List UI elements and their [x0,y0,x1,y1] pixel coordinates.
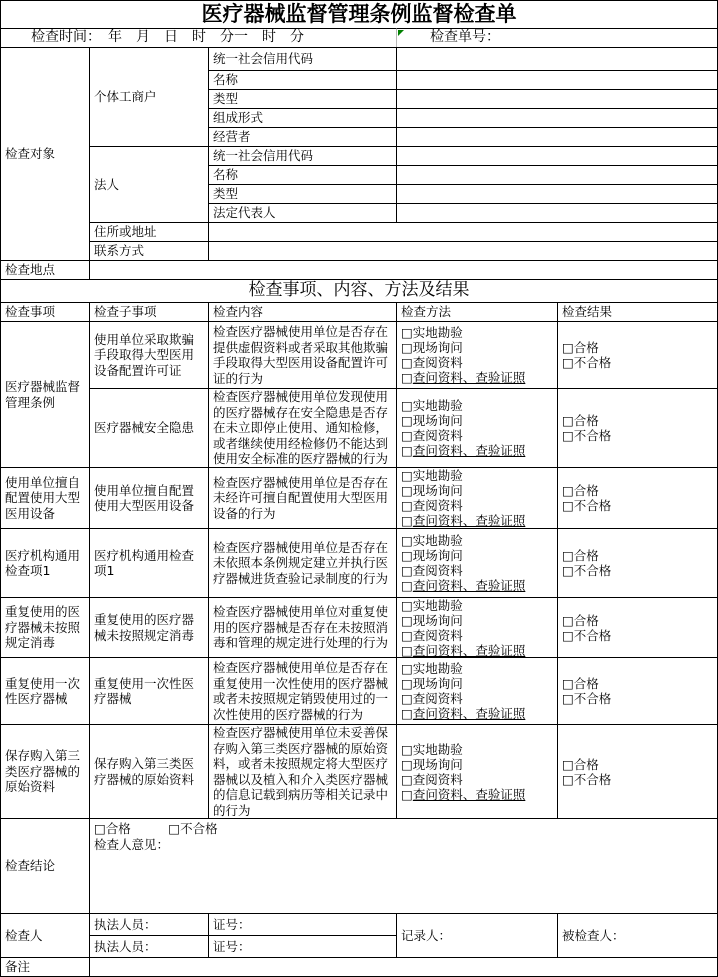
row-method-cell [396,597,558,658]
col-header-result: 检查结果 [557,302,718,322]
page-title: 医疗器械监督管理条例监督检查单 [0,0,718,29]
checkbox-method-interview[interactable]: □现场询问 [401,612,463,628]
checkbox-method-survey[interactable]: □实地勘验 [401,398,463,413]
row-subitem: 保存购入第三类医疗器械的原始资料 [89,724,209,819]
col-header-method: 检查方法 [396,302,558,322]
checkbox-method-interview[interactable]: □现场询问 [401,483,463,498]
checkbox-result-fail[interactable]: □不合格 [562,627,612,643]
checkbox-result-fail[interactable]: □不合格 [562,355,612,370]
field-label-composition: 组成形式 [208,108,397,128]
checkbox-result-pass[interactable]: □合格 [562,340,599,355]
field-label-operator: 经营者 [208,127,397,147]
row-item: 保存购入第三类医疗器械的原始资料 [0,724,90,819]
checkbox-method-survey[interactable]: □实地勘验 [401,661,463,676]
checkbox-method-survey[interactable]: □实地勘验 [401,325,463,340]
remark-value[interactable] [89,957,718,977]
row-method-cell [396,388,558,468]
checkbox-method-review[interactable]: □查阅资料 [401,355,463,370]
field-value-type[interactable] [396,89,718,109]
subject-group-legal: 法人 [89,146,209,223]
row-subitem: 医疗机构通用检查项1 [89,528,209,598]
remark-label: 备注 [0,957,90,977]
checkbox-method-verify[interactable]: □查问资料、查验证照 [401,370,526,385]
row-result-cell [557,528,718,598]
location-label: 检查地点 [0,260,90,280]
row-content: 检查医疗器械使用单位是否存在重复使用一次性使用的医疗器械或者未按照规定销毁使用过的一次性使用的医疗器械的行为 [208,657,397,725]
field-label-name: 名称 [208,70,397,90]
checkbox-method-verify[interactable]: □查问资料、查验证照 [401,578,526,593]
row-content: 检查医疗器械使用单位是否存在未依照本条例规定建立并执行医疗器械进货查验记录制度的行为 [208,528,397,598]
checkbox-method-verify[interactable]: □查问资料、查验证照 [401,786,526,802]
officer-2-cell[interactable]: 执法人员： [89,935,209,958]
row-method-cell [396,528,558,598]
checkbox-result-pass[interactable]: □合格 [562,548,599,563]
field-label-legal-name: 名称 [208,165,397,185]
officer-1-cell[interactable]: 执法人员： [89,913,209,936]
field-value-name[interactable] [396,70,718,90]
row-subitem: 医疗器械安全隐患 [89,388,209,468]
checkbox-method-interview[interactable]: □现场询问 [401,340,463,355]
checkbox-method-verify[interactable]: □查问资料、查验证照 [401,642,526,658]
address-label: 住所或地址 [89,222,209,242]
row-item: 医疗机构通用检查项1 [0,528,90,598]
row-content: 检查医疗器械使用单位是否存在提供虚假资料或者采取其他欺骗手段取得大型医用设备配置许可证的行为 [208,321,397,389]
row-subitem: 重复使用一次性医疗器械 [89,657,209,725]
inspector-label: 检查人 [0,913,90,958]
subject-group-individual: 个体工商户 [89,47,209,147]
checkbox-result-pass[interactable]: □合格 [562,413,599,428]
row-subitem: 使用单位擅自配置使用大型医用设备 [89,467,209,529]
checkbox-method-interview[interactable]: □现场询问 [401,413,463,428]
checkbox-method-survey[interactable]: □实地勘验 [401,597,463,613]
col-header-item: 检查事项 [0,302,90,322]
checkbox-method-interview[interactable]: □现场询问 [401,548,463,563]
check-doc-no-cell[interactable] [396,28,718,48]
contact-label: 联系方式 [89,241,209,261]
checkbox-method-survey[interactable]: □实地勘验 [401,533,463,548]
checkbox-result-fail[interactable]: □不合格 [562,563,612,578]
checkbox-method-verify[interactable]: □查问资料、查验证照 [401,513,526,528]
subject-label: 检查对象 [0,47,90,261]
field-label-legal-uscc: 统一社会信用代码 [208,146,397,166]
checkbox-result-pass[interactable]: □合格 [562,756,599,772]
row-item: 重复使用的医疗器械未按照规定消毒 [0,597,90,658]
conclusion-body[interactable] [89,818,718,914]
field-value-uscc[interactable] [396,47,718,71]
section-title: 检查事项、内容、方法及结果 [0,279,718,303]
checkbox-result-fail[interactable]: □不合格 [562,691,612,706]
row-result-cell [557,321,718,389]
row-content: 检查医疗器械使用单位对重复使用的医疗器械是否存在未按照消毒和管理的规定进行处理的行为 [208,597,397,658]
row-method-cell [396,321,558,389]
check-doc-no-label: 检查单号： [430,29,500,46]
checkbox-result-fail[interactable]: □不合格 [562,428,612,443]
inspector-opinion-label: 检查人意见： [94,836,170,852]
contact-value[interactable] [208,241,718,261]
checkbox-method-review[interactable]: □查阅资料 [401,691,463,706]
field-value-legal-type[interactable] [396,184,718,204]
row-result-cell [557,724,718,819]
recorder-cell[interactable]: 记录人： [396,913,558,958]
address-value[interactable] [208,222,718,242]
row-result-cell [557,467,718,529]
checkbox-method-interview[interactable]: □现场询问 [401,756,463,772]
row-content: 检查医疗器械使用单位发现使用的医疗器械存在安全隐患是否存在未立即停止使用、通知检修，或者继续使用经检修仍不能达到使用安全标准的医疗器械的行为 [208,388,397,468]
checkbox-method-review[interactable]: □查阅资料 [401,428,463,443]
location-value[interactable] [89,260,718,280]
conclusion-label: 检查结论 [0,818,90,914]
cert-no-1-cell[interactable]: 证号： [208,913,397,936]
checkbox-result-fail[interactable]: □不合格 [562,498,612,513]
field-value-composition[interactable] [396,108,718,128]
conclusion-checkbox-options[interactable]: □合格 □不合格 [94,821,218,836]
field-value-legal-name[interactable] [396,165,718,185]
field-label-type: 类型 [208,89,397,109]
checkbox-method-interview[interactable]: □现场询问 [401,676,463,691]
checkbox-result-pass[interactable]: □合格 [562,676,599,691]
checkbox-method-survey[interactable]: □实地勘验 [401,741,463,757]
row-result-cell [557,597,718,658]
checkbox-result-fail[interactable]: □不合格 [562,771,612,787]
row-subitem: 使用单位采取欺骗手段取得大型医用设备配置许可证 [89,321,209,389]
checkbox-result-pass[interactable]: □合格 [562,483,599,498]
field-label-legal-type: 类型 [208,184,397,204]
row-result-cell [557,657,718,725]
checkbox-method-survey[interactable]: □实地勘验 [401,468,463,483]
checkbox-method-review[interactable]: □查阅资料 [401,563,463,578]
check-time-cell[interactable]: 检查时间： 年 月 日 时 分一 时 分 [0,28,397,48]
row-item: 重复使用一次性医疗器械 [0,657,90,725]
inspected-party-cell[interactable]: 被检查人： [557,913,718,958]
col-header-subitem: 检查子事项 [89,302,209,322]
row-result-cell [557,388,718,468]
excel-corner-marker-icon [398,30,404,36]
checkbox-method-verify[interactable]: □查问资料、查验证照 [401,443,526,458]
checkbox-method-review[interactable]: □查阅资料 [401,498,463,513]
cert-no-2-cell[interactable]: 证号： [208,935,397,958]
checkbox-method-review[interactable]: □查阅资料 [401,771,463,787]
checkbox-result-pass[interactable]: □合格 [562,612,599,628]
row-method-cell [396,467,558,529]
col-header-content: 检查内容 [208,302,397,322]
row-item: 医疗器械监督管理条例 [0,321,90,468]
row-method-cell [396,657,558,725]
field-value-operator[interactable] [396,127,718,147]
row-content: 检查医疗器械使用单位是否存在未经许可擅自配置使用大型医用设备的行为 [208,467,397,529]
checkbox-method-review[interactable]: □查阅资料 [401,627,463,643]
row-method-cell [396,724,558,819]
field-value-legal-rep[interactable] [396,203,718,223]
row-content: 检查医疗器械使用单位未妥善保存购入第三类医疗器械的原始资料，或者未按照规定将大型医疗器械以及植入和介入类医疗器械的信息记载到病历等相关记录中的行为 [208,724,397,819]
row-subitem: 重复使用的医疗器械未按照规定消毒 [89,597,209,658]
field-label-uscc: 统一社会信用代码 [208,47,397,71]
field-label-legal-rep: 法定代表人 [208,203,397,223]
row-item: 使用单位擅自配置使用大型医用设备 [0,467,90,529]
field-value-legal-uscc[interactable] [396,146,718,166]
checkbox-method-verify[interactable]: □查问资料、查验证照 [401,706,526,721]
